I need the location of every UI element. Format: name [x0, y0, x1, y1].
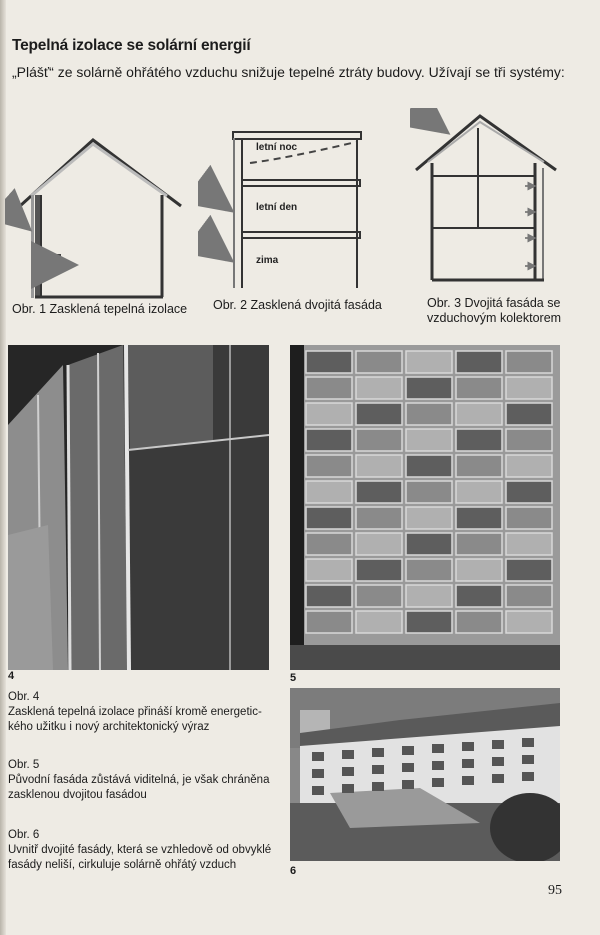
- photo-6-window: [522, 772, 534, 781]
- photo-5-window-pane: [306, 481, 352, 503]
- caption-5-line-1: Původní fasáda zůstává viditelná, je však chráněna: [8, 774, 270, 786]
- caption-photo-5: [8, 758, 280, 803]
- caption-5-line-2: zasklenou dvojitou fasádou: [8, 789, 147, 801]
- caption-6-line-2: fasády neliší, cirkuluje solárně ohřátý vzduch: [8, 859, 237, 871]
- photo-5-window-pane: [356, 351, 402, 373]
- photo-6-number: 6: [290, 865, 297, 877]
- diagram-2-caption: Obr. 2 Zasklená dvojitá fasáda: [213, 298, 382, 312]
- label-summer-day: letní den: [256, 202, 298, 213]
- caption-photo-6: [8, 828, 280, 873]
- photo-6-window: [462, 776, 474, 785]
- photo-5-window-pane: [306, 585, 352, 607]
- photo-5-window-pane: [406, 455, 452, 477]
- photo-5-window-pane: [456, 533, 502, 555]
- photo-5-window-pane: [456, 377, 502, 399]
- photo-5-number: 5: [290, 672, 297, 684]
- diagram-double-facade-collector: [410, 108, 560, 288]
- photo-5-window-pane: [406, 559, 452, 581]
- photo-6-window: [372, 765, 384, 774]
- diagram-glazed-insulation: [5, 130, 195, 310]
- photo-5-window-pane: [306, 351, 352, 373]
- photo-5-window-pane: [306, 377, 352, 399]
- photo-6-window: [342, 784, 354, 793]
- caption-5-head: Obr. 5: [8, 759, 40, 771]
- photo-6-window: [402, 763, 414, 772]
- photo-5-window-pane: [456, 429, 502, 451]
- photo-5-window-pane: [356, 403, 402, 425]
- photo-5-window-pane: [506, 559, 552, 581]
- photo-5-window-pane: [506, 351, 552, 373]
- photo-6-window: [402, 746, 414, 755]
- photo-5-window-pane: [356, 559, 402, 581]
- photo-5-window-pane: [306, 455, 352, 477]
- photo-double-facade-building: [290, 345, 560, 670]
- photo-5-window-pane: [506, 585, 552, 607]
- photo-5-window-pane: [456, 559, 502, 581]
- photo-6-window: [462, 742, 474, 751]
- photo-5-window-pane: [406, 611, 452, 633]
- photo-5-window-pane: [506, 455, 552, 477]
- photo-5-window-pane: [456, 403, 502, 425]
- photo-5-window-pane: [306, 611, 352, 633]
- photo-5-window-pane: [356, 429, 402, 451]
- photo-5-window-pane: [506, 507, 552, 529]
- caption-4-head: Obr. 4: [8, 691, 40, 703]
- photo-5-window-pane: [356, 455, 402, 477]
- intro-text: „Plášť“ ze solárně ohřátého vzduchu snižuje tepelné ztráty budovy. Užívají se tři systémy:: [12, 64, 565, 80]
- photo-5-window-pane: [456, 585, 502, 607]
- photo-6-window: [462, 759, 474, 768]
- photo-6-window: [492, 774, 504, 783]
- photo-5-window-pane: [506, 377, 552, 399]
- page-number: 95: [548, 883, 562, 898]
- diagram-1-caption: Obr. 1 Zasklená tepelná izolace: [12, 302, 188, 316]
- photo-5-window-pane: [506, 611, 552, 633]
- photo-5-window-pane: [456, 351, 502, 373]
- photo-6-window: [492, 740, 504, 749]
- photo-6-window: [492, 757, 504, 766]
- photo-5-window-pane: [456, 455, 502, 477]
- caption-4-line-2: kého užitku i nový architektonický výraz: [8, 721, 210, 733]
- photo-glazed-facade: [8, 345, 269, 670]
- photo-5-window-pane: [306, 507, 352, 529]
- photo-5-window-pane: [356, 507, 402, 529]
- photo-5-window-pane: [406, 481, 452, 503]
- photo-6-window: [312, 786, 324, 795]
- photo-5-window-pane: [456, 507, 502, 529]
- photo-5-window-pane: [356, 533, 402, 555]
- photo-5-window-pane: [406, 507, 452, 529]
- photo-5-window-pane: [306, 429, 352, 451]
- label-winter: zima: [256, 255, 279, 266]
- photo-6-window: [312, 769, 324, 778]
- photo-5-window-pane: [306, 559, 352, 581]
- photo-6-window: [522, 738, 534, 747]
- caption-6-line-1: Uvnitř dvojité fasády, která se vzhledově od obvyklé: [8, 844, 272, 856]
- diagram-3-caption-line-1: Obr. 3 Dvojitá fasáda se: [427, 296, 561, 310]
- photo-5-window-pane: [356, 585, 402, 607]
- photo-6-window: [312, 752, 324, 761]
- photo-5-window-pane: [406, 351, 452, 373]
- photo-6-window: [342, 750, 354, 759]
- photo-5-window-pane: [406, 533, 452, 555]
- photo-5-window-pane: [506, 481, 552, 503]
- photo-6-window: [432, 744, 444, 753]
- photo-5-window-pane: [406, 377, 452, 399]
- photo-5-window-pane: [406, 585, 452, 607]
- photo-6-window: [342, 767, 354, 776]
- photo-5-window-pane: [456, 481, 502, 503]
- caption-4-line-1: Zasklená tepelná izolace přináší kromě energetic-: [8, 706, 262, 718]
- caption-6-head: Obr. 6: [8, 829, 40, 841]
- photo-5-window-pane: [356, 377, 402, 399]
- photo-6-window: [432, 761, 444, 770]
- photo-5-window-pane: [406, 403, 452, 425]
- label-summer-night: letní noc: [256, 142, 298, 153]
- photo-5-window-pane: [306, 533, 352, 555]
- photo-5-window-pane: [456, 611, 502, 633]
- photo-6-window: [522, 755, 534, 764]
- photo-5-window-pane: [406, 429, 452, 451]
- photo-4-number: 4: [8, 670, 15, 682]
- photo-5-window-pane: [356, 481, 402, 503]
- photo-5-window-pane: [506, 533, 552, 555]
- section-heading: Tepelná izolace se solární energií: [12, 37, 251, 54]
- photo-5-window-pane: [506, 429, 552, 451]
- diagram-3-caption-line-2: vzduchovým kolektorem: [427, 311, 562, 325]
- photo-5-window-pane: [356, 611, 402, 633]
- photo-5-window-pane: [306, 403, 352, 425]
- photo-6-window: [372, 748, 384, 757]
- photo-6-window: [432, 778, 444, 787]
- photo-6-window: [372, 782, 384, 791]
- diagram-double-facade: [198, 128, 378, 298]
- photo-5-window-pane: [506, 403, 552, 425]
- caption-photo-4: [8, 690, 280, 735]
- photo-apartment-block: [290, 688, 560, 861]
- photo-6-window: [402, 780, 414, 789]
